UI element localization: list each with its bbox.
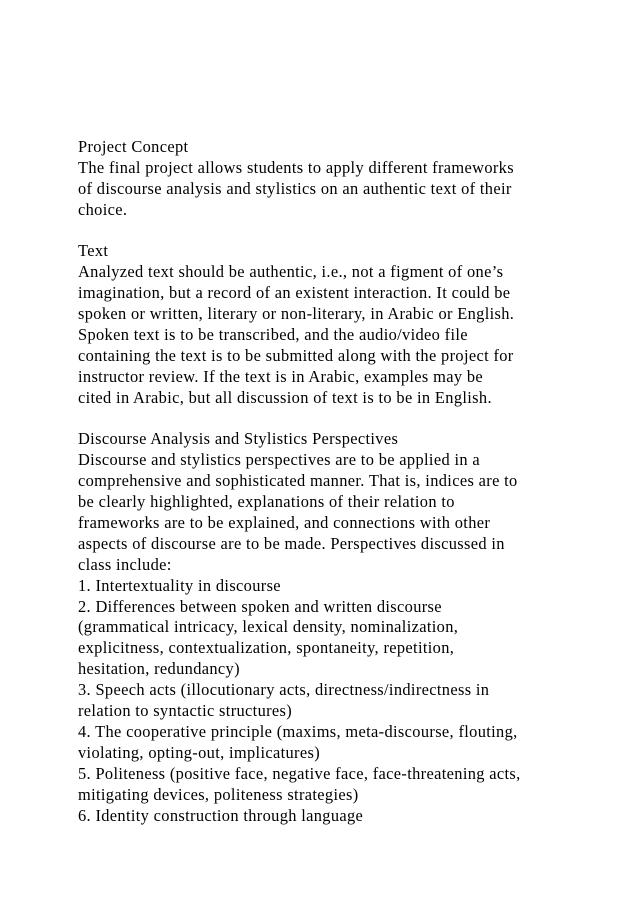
list-item: 3. Speech acts (illocutionary acts, directness/indirectness in [78,680,490,700]
paragraph-line: Spoken text is to be transcribed, and the audio/video file [78,325,468,345]
paragraph-line: choice. [78,199,128,219]
paragraph-line: cited in Arabic, but all discussion of text is to be in English. [78,387,492,407]
list-item: 4. The cooperative principle (maxims, meta-discourse, flouting, [78,721,518,741]
paragraph-line: spoken or written, literary or non-literary, in Arabic or English. [78,304,515,324]
list-item: 1. Intertextuality in discourse [78,575,281,595]
paragraph-spacer [78,409,618,430]
paragraph-line: Analyzed text should be authentic, i.e., not a figment of one’s [78,262,504,282]
list-item: 6. Identity construction through language [78,805,364,825]
paragraph-line: of discourse analysis and stylistics on an authentic text of their [78,178,512,198]
paragraph-line: containing the text is to be submitted along with the project for [78,345,514,365]
list-item-continuation: (grammatical intricacy, lexical density, nominalization, [78,617,459,637]
paragraph-line: class include: [78,554,172,574]
paragraph-line: instructor review. If the text is in Arabic, examples may be [78,366,483,386]
section-heading: Discourse Analysis and Stylistics Perspectives [78,429,399,449]
list-item-continuation: relation to syntactic structures) [78,701,293,721]
document-body [78,137,618,826]
list-item: 5. Politeness (positive face, negative face, face-threatening acts, [78,763,521,783]
paragraph-line: be clearly highlighted, explanations of their relation to [78,492,455,512]
list-item: 2. Differences between spoken and written discourse [78,596,442,616]
section-project-concept [78,137,618,221]
list-item-continuation: hesitation, redundancy) [78,659,240,679]
paragraph-line: frameworks are to be explained, and connections with other [78,513,491,533]
section-discourse-perspectives [78,429,618,826]
list-item-continuation: mitigating devices, politeness strategies) [78,784,359,804]
paragraph-line: imagination, but a record of an existent interaction. It could be [78,283,511,303]
list-item-continuation: explicitness, contextualization, spontaneity, repetition, [78,638,455,658]
list-item-continuation: violating, opting-out, implicatures) [78,742,321,762]
paragraph-spacer [78,221,618,242]
paragraph-line: Discourse and stylistics perspectives are to be applied in a [78,450,480,470]
section-heading: Text [78,241,109,261]
section-heading: Project Concept [78,137,189,156]
paragraph-line: comprehensive and sophisticated manner. That is, indices are to [78,471,518,491]
paragraph-line: The final project allows students to apply different frameworks [78,157,514,177]
section-text [78,241,618,408]
paragraph-line: aspects of discourse are to be made. Perspectives discussed in [78,533,505,553]
